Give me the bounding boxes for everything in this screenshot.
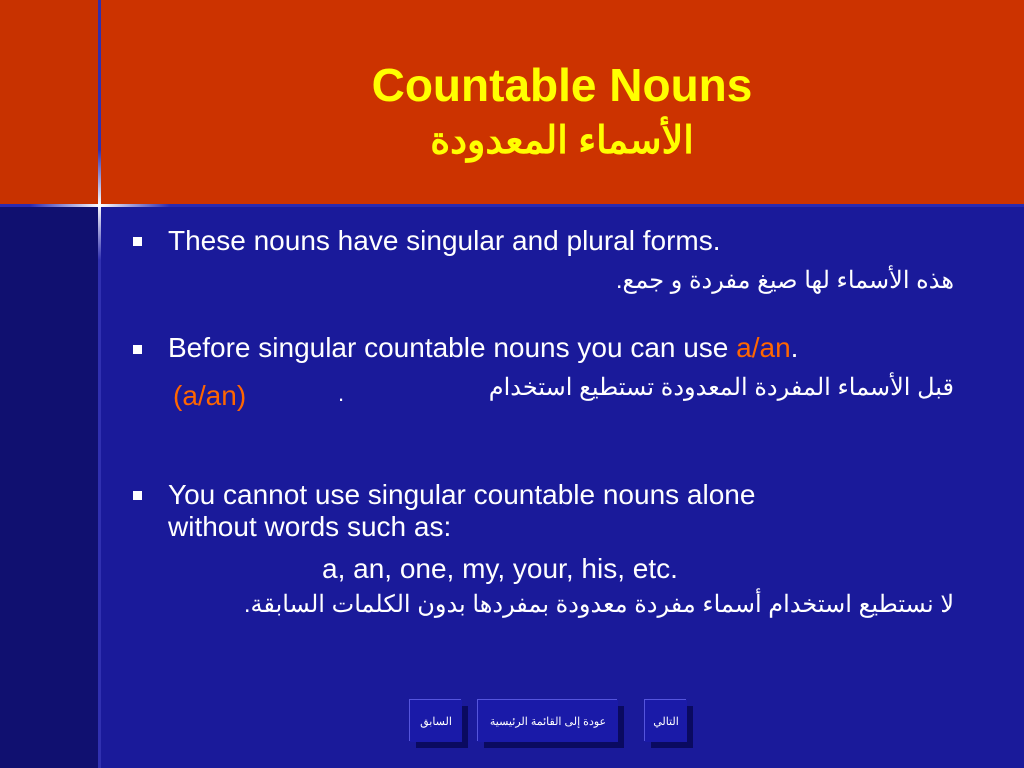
bullet-2-text	[168, 332, 798, 364]
bullet-2-highlight: a/an	[736, 332, 791, 363]
bullet-2-arabic-highlight: (a/an)	[173, 380, 247, 411]
light-flare-vertical	[98, 150, 101, 260]
bullet-2-text-prefix: Before singular countable nouns you can use	[168, 332, 737, 363]
bullet-marker	[133, 237, 142, 246]
bullet-1-arabic: هذه الأسماء لها صيغ مفردة و جمع.	[615, 267, 954, 294]
next-button[interactable]: التالي	[645, 700, 687, 742]
bullet-marker	[133, 345, 142, 354]
previous-button[interactable]: السابق	[410, 700, 462, 742]
bullet-2-arabic-dot: .	[338, 381, 345, 406]
bullet-3-arabic: لا نستطيع استخدام أسماء مفردة معدودة بمفردها بدون الكلمات السابقة.	[243, 591, 954, 618]
bullet-1-text: These nouns have singular and plural forms.	[168, 225, 721, 256]
bullet-marker	[133, 491, 142, 500]
left-strip	[0, 205, 100, 768]
bullet-2-text-suffix: .	[790, 332, 799, 363]
vertical-divider	[98, 0, 101, 768]
bullet-3-line-1: You cannot use singular countable nouns alone	[168, 479, 756, 510]
bullet-3-line-2: without words such as:	[168, 511, 452, 542]
slide-title: Countable Nouns	[371, 59, 753, 111]
home-menu-button[interactable]: عودة إلى القائمة الرئيسية	[478, 700, 618, 742]
header-left-panel	[0, 0, 100, 205]
slide-title-arabic: الأسماء المعدودة	[430, 120, 694, 162]
bullet-2-arabic: قبل الأسماء المفردة المعدودة تستطيع استخدام	[488, 374, 954, 401]
bullet-3-examples: a, an, one, my, your, his, etc.	[322, 553, 678, 584]
